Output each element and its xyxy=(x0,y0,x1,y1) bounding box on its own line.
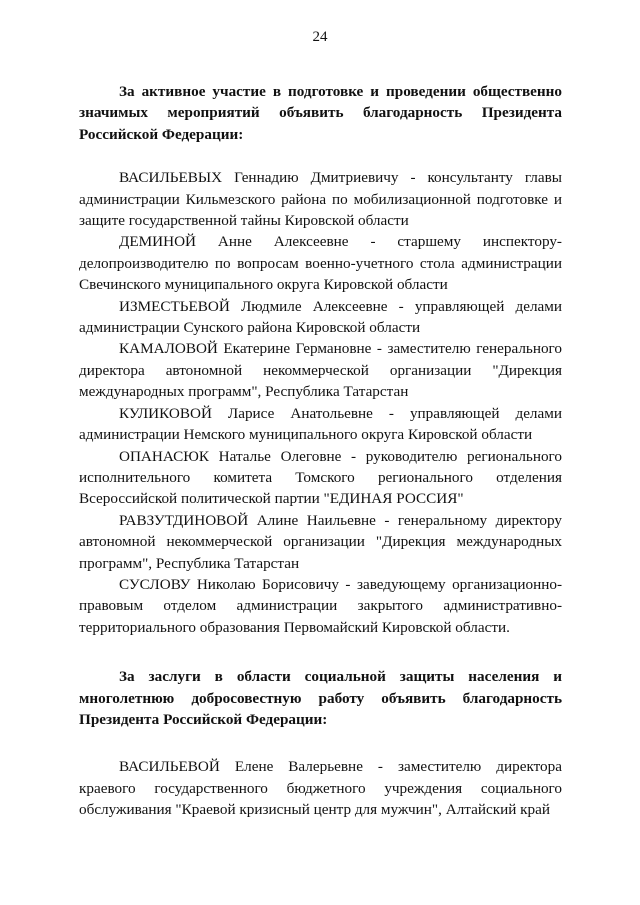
award-entry: ДЕМИНОЙ Анне Алексеевне - старшему инспектору-делопроизводителю по вопросам военно-учетного стола администрации Свечинского муниципального округа Кировской области xyxy=(79,233,562,294)
award-list xyxy=(79,756,562,820)
award-entry: РАВЗУТДИНОВОЙ Алине Наильевне - генеральному директору автономной некоммерческой организации "Дирекция международных программ", Республика Татарстан xyxy=(79,511,562,572)
award-list xyxy=(79,167,562,638)
award-entry: ОПАНАСЮК Наталье Олеговне - руководителю регионального исполнительного комитета Томского регионального отделения Всероссийской политической партии "ЕДИНАЯ РОССИЯ" xyxy=(79,447,562,508)
section-heading: За заслуги в области социальной защиты населения и многолетнюю добросовестную работу объявить благодарность Президента Российской Федерации: xyxy=(79,668,562,728)
award-entry: КАМАЛОВОЙ Екатерине Германовне - заместителю генерального директора автономной некоммерческой организации "Дирекция международных программ", Республика Татарстан xyxy=(79,340,562,401)
award-entry: СУСЛОВУ Николаю Борисовичу - заведующему организационно-правовым отделом администрации закрытого административно-территориального образования Первомайский Кировской области. xyxy=(79,575,562,636)
award-entry: КУЛИКОВОЙ Ларисе Анатольевне - управляющей делами администрации Немского муниципального округа Кировской области xyxy=(79,404,562,444)
award-entry: ВАСИЛЬЕВЫХ Геннадию Дмитриевичу - консультанту главы администрации Кильмезского района по мобилизационной подготовке и защите государственной тайны Кировской области xyxy=(79,169,562,230)
award-section-social xyxy=(79,666,562,820)
award-section-civic xyxy=(79,81,562,638)
page-number: 24 xyxy=(312,29,328,45)
section-heading: За активное участие в подготовке и проведении общественно значимых мероприятий объявить благодарность Президента Российской Федерации: xyxy=(79,83,562,143)
document-body xyxy=(79,81,562,821)
award-entry: ИЗМЕСТЬЕВОЙ Людмиле Алексеевне - управляющей делами администрации Сунского района Кировской области xyxy=(79,297,562,337)
award-entry: ВАСИЛЬЕВОЙ Елене Валерьевне - заместителю директора краевого государственного бюджетного учреждения социального обслуживания "Краевой кризисный центр для мужчин", Алтайский край xyxy=(79,758,562,819)
